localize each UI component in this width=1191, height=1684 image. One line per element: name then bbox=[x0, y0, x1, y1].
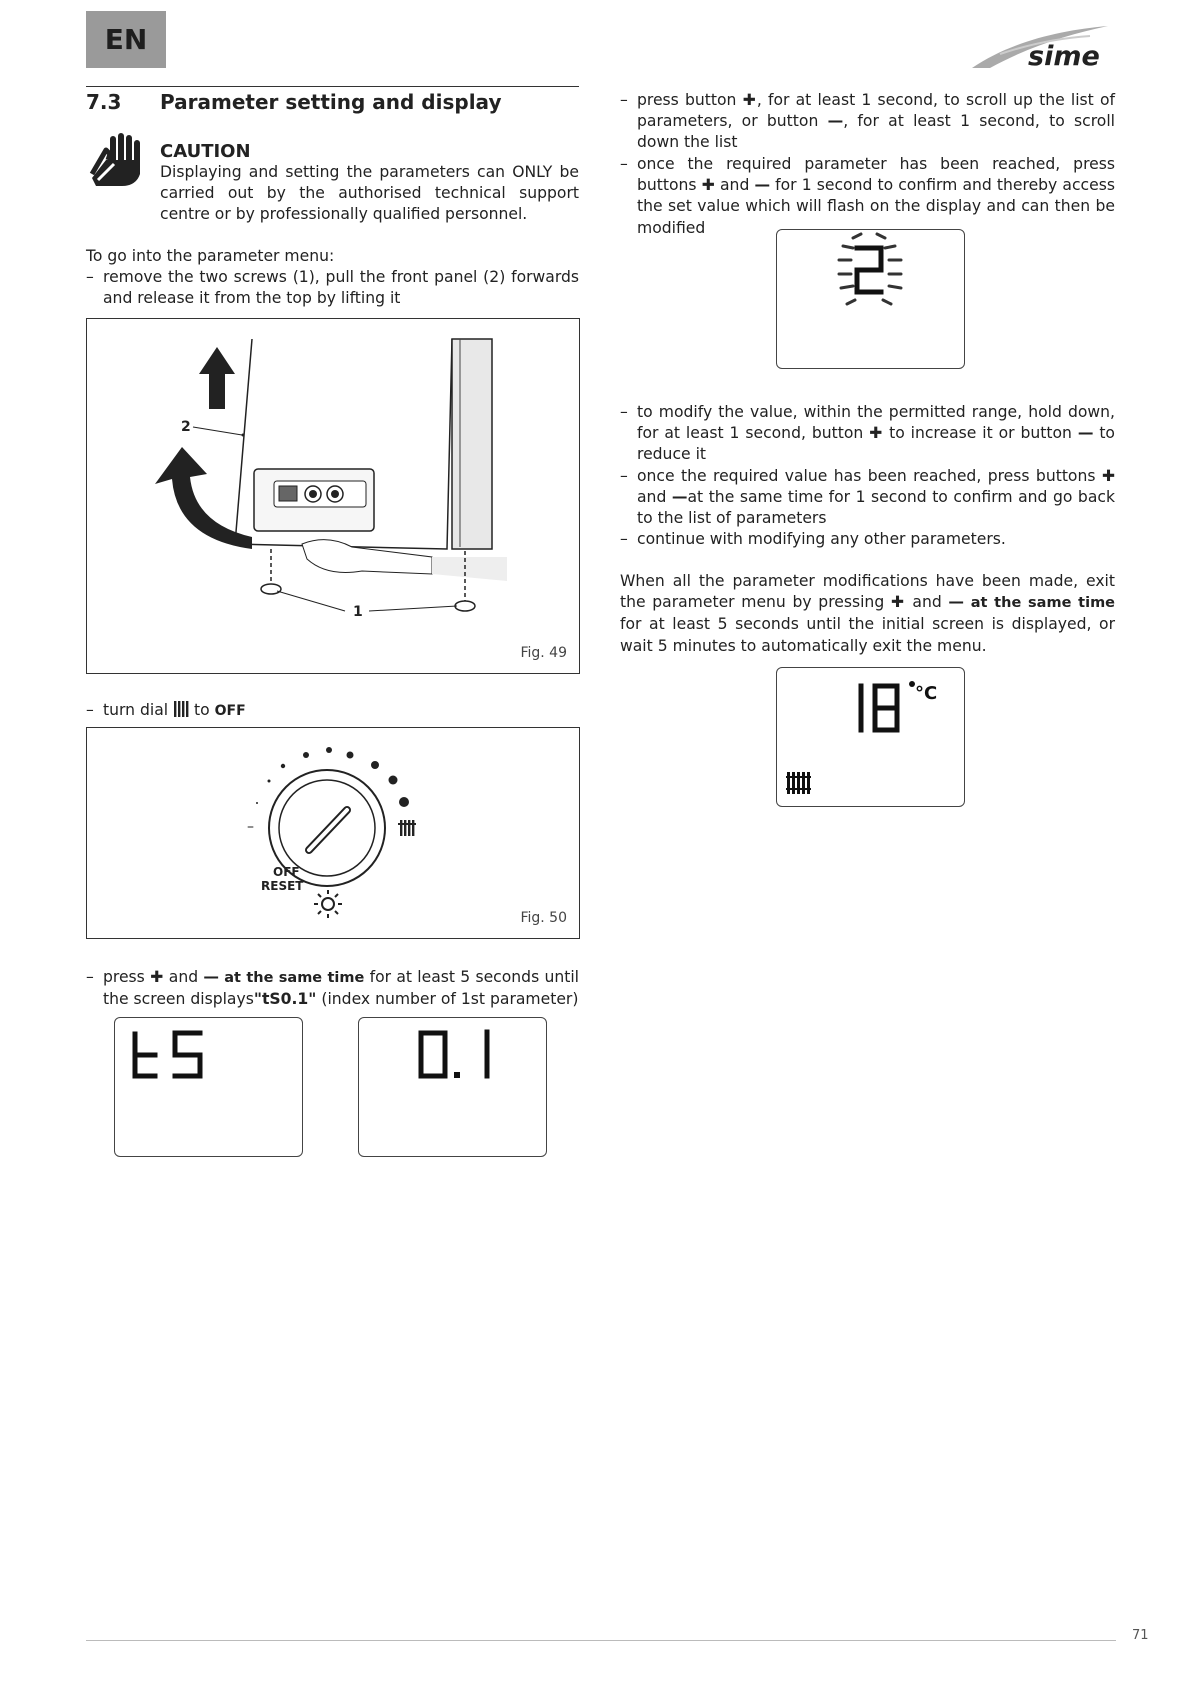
intro-text: To go into the parameter menu: bbox=[86, 247, 335, 265]
lcd-display-temperature bbox=[776, 667, 965, 807]
figure-49-label: Fig. 49 bbox=[520, 645, 567, 661]
logo-text: sime bbox=[1028, 41, 1100, 72]
radiator-icon bbox=[173, 700, 189, 718]
screw-right bbox=[455, 601, 475, 611]
off-label: OFF bbox=[214, 703, 246, 719]
caution-text: Displaying and setting the parameters can ONLY be carried out by the authorised technical support centre or by professionally qualified personnel. bbox=[160, 163, 579, 224]
lcd-display-01 bbox=[358, 1017, 547, 1157]
dial-off-label: OFF bbox=[273, 865, 300, 879]
exit-paragraph: When all the parameter modifications have been made, exit the parameter menu by pressing ✚ and — at the same time for at least 5 seconds until the initial screen is displayed, or wait 5 minutes to automatically exit the menu. bbox=[620, 572, 1116, 655]
arrow-up-icon bbox=[199, 347, 235, 409]
figure-50-label: Fig. 50 bbox=[520, 910, 567, 926]
lcd-radiator-icon bbox=[786, 772, 811, 794]
step-turn-dial: – turn dial to OFF bbox=[86, 701, 246, 719]
section-number: 7.3 bbox=[86, 90, 122, 114]
step-press-both: – press ✚ and — at the same time for at least 5 seconds until the screen displays"tS0.1" (index number of 1st parameter) bbox=[86, 968, 580, 1009]
lcd-segments-01 bbox=[359, 1018, 546, 1088]
lcd-display-flash bbox=[776, 229, 965, 369]
minus-icon: — bbox=[203, 968, 219, 986]
callout-2: 2 bbox=[181, 419, 191, 435]
screw-left bbox=[261, 584, 281, 594]
sun-icon bbox=[314, 890, 342, 918]
dial-radiator-icon bbox=[398, 820, 416, 836]
caution-hand-icon bbox=[86, 130, 146, 190]
plus-icon: ✚ bbox=[150, 968, 164, 986]
step-modify-value: – to modify the value, within the permitted range, hold down, for at least 1 second, button ✚ to increase it or button — to reduce it bbox=[620, 403, 1115, 464]
step-remove-panel: – remove the two screws (1), pull the front panel (2) forwards and release it from the top by lifting it bbox=[86, 268, 579, 308]
figure-50 bbox=[86, 727, 580, 939]
page-number: 71 bbox=[1132, 1628, 1149, 1643]
lcd-display-ts bbox=[114, 1017, 303, 1157]
boiler-illustration bbox=[87, 319, 579, 673]
section-rule bbox=[86, 86, 579, 87]
step-scroll-list: – press button ✚, for at least 1 second, to scroll up the list of parameters, or button —, for at least 1 second, to scroll down the list bbox=[620, 91, 1115, 152]
callout-1: 1 bbox=[353, 604, 363, 620]
lcd-segments-temperature bbox=[777, 668, 964, 806]
curved-arrow-icon bbox=[155, 447, 252, 549]
language-tab: EN bbox=[86, 11, 166, 68]
step-continue: – continue with modifying any other parameters. bbox=[620, 530, 1006, 548]
sime-logo bbox=[970, 22, 1120, 72]
section-title: Parameter setting and display bbox=[160, 90, 502, 114]
dial-illustration bbox=[87, 728, 579, 938]
footer-rule bbox=[86, 1640, 1116, 1641]
lcd-segments-flash bbox=[777, 230, 964, 310]
step-confirm-value: – once the required value has been reached, press buttons ✚ and —at the same time for 1 second to confirm and go back to the list of parameters bbox=[620, 467, 1115, 528]
dial-reset-label: RESET bbox=[261, 879, 304, 893]
step-confirm-parameter: – once the required parameter has been reached, press buttons ✚ and — for 1 second to confirm and thereby access the set value which will flash on the display and can then be modified bbox=[620, 155, 1115, 237]
caution-title: CAUTION bbox=[160, 141, 251, 162]
lcd-segments-ts bbox=[115, 1018, 302, 1088]
dial-minus: – bbox=[247, 819, 254, 835]
lcd-unit: °C bbox=[915, 683, 938, 704]
figure-49 bbox=[86, 318, 580, 674]
